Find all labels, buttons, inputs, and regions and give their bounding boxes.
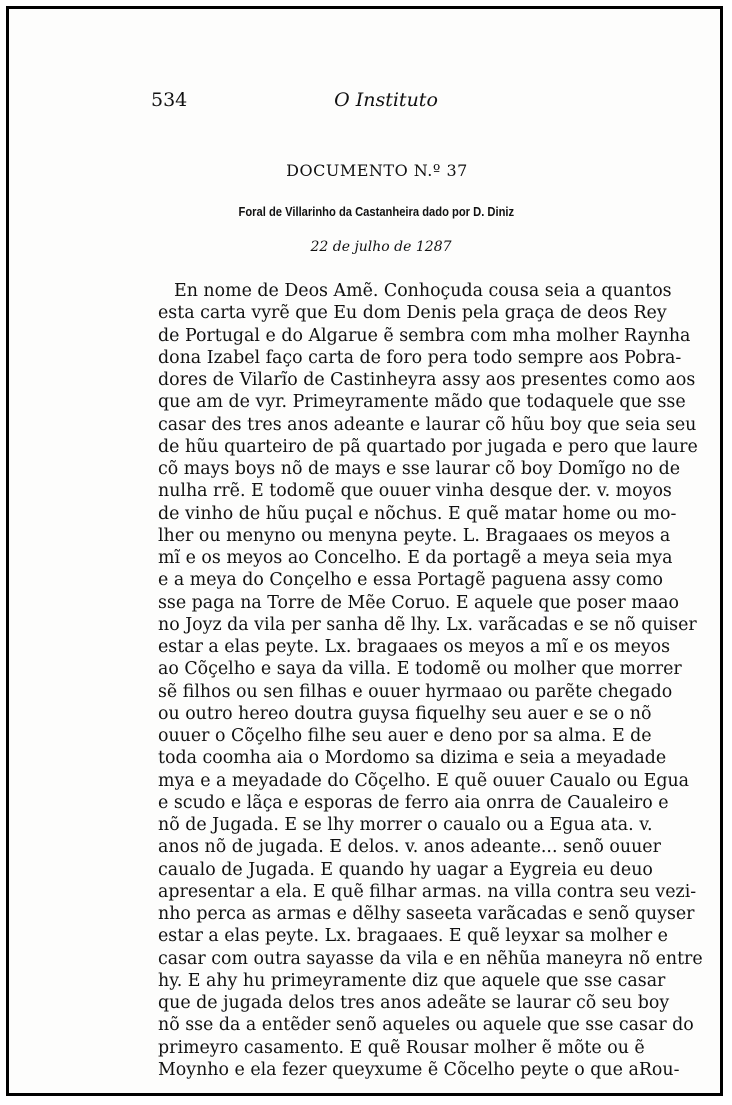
text-line: dona Izabel faço carta de foro pera todo sempre aos Pobra- <box>158 347 682 368</box>
text-line: de Portugal e do Algarue ẽ sembra com mha molher Raynha <box>158 325 691 346</box>
text-line: casar com outra sayasse da vila e en nẽhũa maneyra nõ entre <box>158 948 703 969</box>
text-line: estar a elas peyte. Lx. bragaaes os meyos a mĩ e os meyos <box>158 637 671 657</box>
document-heading: DOCUMENTO N.º 37 <box>286 161 468 180</box>
text-line: nulha rrẽ. E todomẽ que ouuer vinha desque der. v. moyos <box>158 481 672 502</box>
text-line: En nome de Deos Amẽ. Conhoçuda cousa seia a quantos <box>174 281 672 301</box>
text-line: no Joyz da vila per sanha dẽ lhy. Lx. varãcadas e se nõ quiser <box>158 614 697 635</box>
text-line: e scudo e lãça e esporas de ferro aia onrra de Caualeiro e <box>158 792 669 813</box>
text-line: lher ou menyno ou menyna peyte. L. Bragaaes os meyos a <box>158 525 671 546</box>
running-title: O Instituto <box>334 89 438 111</box>
text-line: nho perca as armas e dẽlhy saseeta varãcadas e senõ quyser <box>158 904 695 924</box>
text-line: ou outro hereo doutra guysa fiquelhy seu auer e se o nõ <box>158 703 652 724</box>
text-line: anos nõ de jugada. E delos. v. anos adeante... senõ ouuer <box>158 837 661 858</box>
body-text <box>158 280 703 1081</box>
document-title: Foral de Villarinho da Castanheira dado por D. Diniz <box>238 204 515 219</box>
text-line: dores de Vilarĩo de Castinheyra assy aos presentes como aos <box>158 370 696 390</box>
text-line: ouuer o Cõçelho filhe seu auer e deno por sa alma. E de <box>158 726 652 746</box>
text-line: toda coomha aia o Mordomo sa dizima e seia a meyadade <box>158 748 667 769</box>
text-line: estar a elas peyte. Lx. bragaaes. E quẽ leyxar sa molher e <box>158 926 668 947</box>
text-line: esta carta vyrẽ que Eu dom Denis pela graça de deos Rey <box>158 303 667 324</box>
text-line: mĩ e os meyos ao Concelho. E da portagẽ a meya seia mya <box>158 548 673 568</box>
text-line: apresentar a ela. E quẽ filhar armas. na villa contra seu vezi- <box>158 881 697 902</box>
text-line: mya e a meyadade do Cõçelho. E quẽ ouuer Caualo ou Egua <box>158 770 690 791</box>
text-line: caualo de Jugada. E quando hy uagar a Eygreia eu deuo <box>158 859 653 880</box>
text-line: sse paga na Torre de Mẽe Coruo. E aquele que poser maao <box>158 592 679 613</box>
text-line: de vinho de hũu puçal e nõchus. E quẽ matar home ou mo- <box>158 503 677 524</box>
text-line: casar des tres anos adeante e laurar cõ hũu boy que seia seu <box>158 414 697 435</box>
text-line: que am de vyr. Primeyramente mãdo que todaquele que sse <box>158 392 686 413</box>
text-line: e a meya do Conçelho e essa Portagẽ paguena assy como <box>158 570 664 591</box>
text-line: ao Cõçelho e saya da villa. E todomẽ ou molher que morrer <box>158 659 682 680</box>
text-line: Moynho e ela fezer queyxume ẽ Cõcelho peyte o que aRou- <box>158 1059 680 1080</box>
document-date: 22 de julho de 1287 <box>310 239 452 255</box>
text-line: primeyro casamento. E quẽ Rousar molher ẽ mõte ou ẽ <box>158 1037 645 1058</box>
text-line: hy. E ahy hu primeyramente diz que aquele que sse casar <box>158 970 666 991</box>
text-line: cõ mays boys nõ de mays e sse laurar cõ boy Domĩgo no de <box>158 459 681 479</box>
page-number: 534 <box>151 89 188 111</box>
text-line: nõ sse da a entẽder senõ aqueles ou aquele que sse casar do <box>158 1015 694 1036</box>
text-line: que de jugada delos tres anos adeãte se laurar cõ seu boy <box>158 993 670 1013</box>
text-line: sẽ filhos ou sen filhas e ouuer hyrmaao ou parẽte chegado <box>158 681 673 702</box>
text-line: de hũu quarteiro de pã quartado por jugada e pero que laure <box>158 436 698 457</box>
text-line: nõ de Jugada. E se lhy morrer o caualo ou a Egua ata. v. <box>158 815 653 835</box>
